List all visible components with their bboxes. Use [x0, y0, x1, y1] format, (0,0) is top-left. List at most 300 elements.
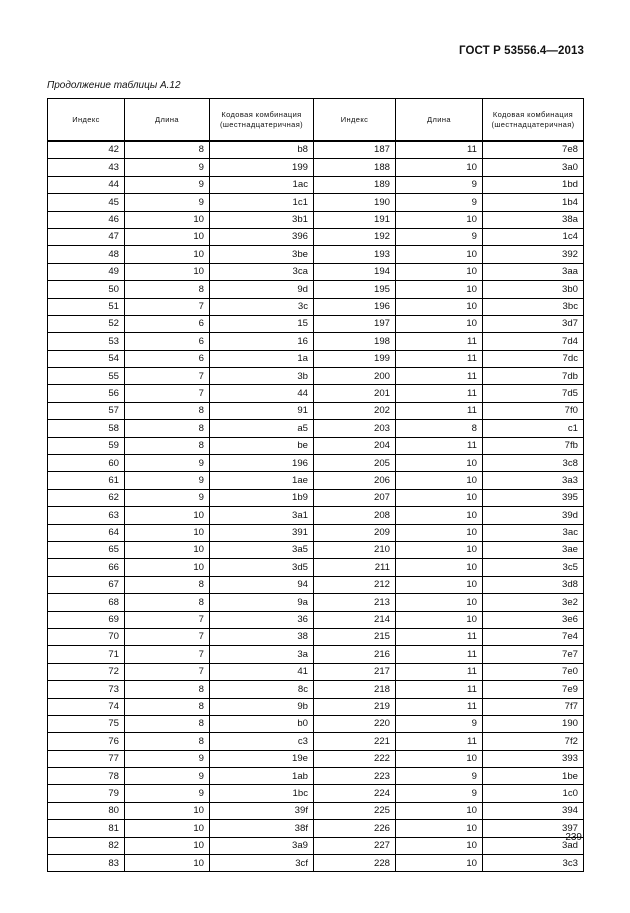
cell-index-1: 46 [48, 211, 125, 228]
cell-length-1: 10 [125, 507, 210, 524]
cell-index-1: 82 [48, 837, 125, 854]
cell-length-2: 10 [396, 750, 483, 767]
table-row [48, 785, 584, 802]
cell-index-1: 63 [48, 507, 125, 524]
cell-length-2: 10 [396, 507, 483, 524]
cell-code-2: 7f7 [483, 698, 584, 715]
cell-length-2: 11 [396, 646, 483, 663]
cell-index-2: 202 [314, 402, 396, 419]
cell-length-2: 11 [396, 402, 483, 419]
table-body [48, 141, 584, 872]
cell-index-2: 201 [314, 385, 396, 402]
table-row [48, 472, 584, 489]
cell-length-1: 8 [125, 281, 210, 298]
cell-code-2: 3e6 [483, 611, 584, 628]
cell-index-1: 69 [48, 611, 125, 628]
cell-length-1: 10 [125, 802, 210, 819]
cell-length-2: 10 [396, 594, 483, 611]
cell-index-2: 213 [314, 594, 396, 611]
cell-code-2: 1c4 [483, 228, 584, 245]
cell-index-2: 221 [314, 733, 396, 750]
cell-length-2: 9 [396, 228, 483, 245]
cell-index-1: 81 [48, 820, 125, 837]
cell-index-2: 193 [314, 246, 396, 263]
table-caption: Продолжение таблицы А.12 [47, 80, 181, 91]
cell-length-2: 11 [396, 437, 483, 454]
cell-length-1: 10 [125, 263, 210, 280]
cell-length-1: 9 [125, 159, 210, 176]
cell-index-1: 47 [48, 228, 125, 245]
cell-index-1: 80 [48, 802, 125, 819]
cell-index-2: 200 [314, 368, 396, 385]
cell-length-1: 8 [125, 698, 210, 715]
cell-length-2: 11 [396, 663, 483, 680]
cell-code-2: 395 [483, 489, 584, 506]
cell-code-2: 3c3 [483, 855, 584, 872]
cell-length-1: 9 [125, 785, 210, 802]
table-row [48, 176, 584, 193]
cell-code-1: 3b [210, 368, 314, 385]
cell-length-2: 9 [396, 176, 483, 193]
cell-code-1: 3c [210, 298, 314, 315]
cell-index-2: 218 [314, 681, 396, 698]
cell-code-2: 7f2 [483, 733, 584, 750]
cell-code-2: 1bd [483, 176, 584, 193]
cell-length-2: 8 [396, 420, 483, 437]
cell-length-1: 10 [125, 524, 210, 541]
table-row [48, 837, 584, 854]
cell-code-1: 3a5 [210, 541, 314, 558]
cell-code-1: 199 [210, 159, 314, 176]
cell-index-2: 198 [314, 333, 396, 350]
cell-length-1: 9 [125, 194, 210, 211]
cell-length-2: 10 [396, 802, 483, 819]
cell-index-2: 212 [314, 576, 396, 593]
table-row [48, 350, 584, 367]
cell-index-2: 203 [314, 420, 396, 437]
cell-length-1: 8 [125, 715, 210, 732]
page-number: 239 [565, 832, 582, 843]
cell-length-1: 9 [125, 768, 210, 785]
cell-code-2: 190 [483, 715, 584, 732]
cell-code-1: 391 [210, 524, 314, 541]
cell-code-2: 394 [483, 802, 584, 819]
cell-index-2: 222 [314, 750, 396, 767]
cell-code-1: b0 [210, 715, 314, 732]
cell-index-1: 60 [48, 455, 125, 472]
cell-index-2: 205 [314, 455, 396, 472]
cell-code-1: 19e [210, 750, 314, 767]
cell-index-2: 188 [314, 159, 396, 176]
cell-index-1: 72 [48, 663, 125, 680]
table-row [48, 611, 584, 628]
table-row [48, 541, 584, 558]
cell-length-2: 9 [396, 768, 483, 785]
table-row [48, 750, 584, 767]
cell-code-2: 38a [483, 211, 584, 228]
cell-code-2: c1 [483, 420, 584, 437]
table-row [48, 489, 584, 506]
cell-index-2: 206 [314, 472, 396, 489]
cell-index-2: 209 [314, 524, 396, 541]
cell-code-1: 3be [210, 246, 314, 263]
cell-length-2: 10 [396, 472, 483, 489]
cell-length-2: 11 [396, 681, 483, 698]
cell-code-2: 7e7 [483, 646, 584, 663]
header-length-2: Длина [396, 99, 483, 142]
cell-index-2: 187 [314, 141, 396, 159]
table-row [48, 211, 584, 228]
cell-code-1: c3 [210, 733, 314, 750]
cell-code-2: 1be [483, 768, 584, 785]
cell-index-1: 59 [48, 437, 125, 454]
cell-code-1: 3a [210, 646, 314, 663]
cell-length-2: 10 [396, 281, 483, 298]
table-row [48, 576, 584, 593]
cell-length-1: 10 [125, 246, 210, 263]
cell-length-2: 11 [396, 385, 483, 402]
cell-index-1: 45 [48, 194, 125, 211]
cell-code-2: 7d4 [483, 333, 584, 350]
cell-length-1: 7 [125, 628, 210, 645]
cell-code-2: 7d5 [483, 385, 584, 402]
header-index-1: Индекс [48, 99, 125, 142]
table-row [48, 281, 584, 298]
standard-code: ГОСТ Р 53556.4—2013 [459, 45, 584, 57]
cell-index-1: 70 [48, 628, 125, 645]
cell-length-1: 7 [125, 646, 210, 663]
cell-code-2: 7db [483, 368, 584, 385]
cell-index-1: 58 [48, 420, 125, 437]
cell-code-1: 9b [210, 698, 314, 715]
cell-index-1: 61 [48, 472, 125, 489]
cell-index-2: 196 [314, 298, 396, 315]
cell-code-1: 1bc [210, 785, 314, 802]
cell-index-1: 83 [48, 855, 125, 872]
cell-code-2: 3ac [483, 524, 584, 541]
table-row [48, 246, 584, 263]
cell-index-2: 197 [314, 315, 396, 332]
cell-code-1: 38 [210, 628, 314, 645]
cell-code-2: 7e4 [483, 628, 584, 645]
cell-index-2: 224 [314, 785, 396, 802]
table-row [48, 733, 584, 750]
cell-length-1: 9 [125, 455, 210, 472]
cell-code-2: 3b0 [483, 281, 584, 298]
cell-code-2: 3ad [483, 837, 584, 854]
cell-code-1: 196 [210, 455, 314, 472]
cell-code-1: 3b1 [210, 211, 314, 228]
cell-index-2: 220 [314, 715, 396, 732]
cell-length-1: 7 [125, 385, 210, 402]
cell-length-1: 7 [125, 368, 210, 385]
cell-length-1: 10 [125, 228, 210, 245]
cell-code-2: 3bc [483, 298, 584, 315]
cell-code-1: 1a [210, 350, 314, 367]
cell-code-2: 7dc [483, 350, 584, 367]
table-row [48, 368, 584, 385]
cell-length-2: 10 [396, 820, 483, 837]
cell-length-2: 11 [396, 368, 483, 385]
cell-length-2: 10 [396, 541, 483, 558]
cell-code-1: 1ae [210, 472, 314, 489]
cell-code-2: 3c8 [483, 455, 584, 472]
cell-code-1: 39f [210, 802, 314, 819]
cell-code-2: 3aa [483, 263, 584, 280]
cell-length-2: 10 [396, 298, 483, 315]
cell-code-2: 3ae [483, 541, 584, 558]
cell-index-1: 52 [48, 315, 125, 332]
cell-index-1: 54 [48, 350, 125, 367]
cell-index-2: 226 [314, 820, 396, 837]
code-table [47, 98, 584, 872]
cell-length-2: 11 [396, 628, 483, 645]
table-row [48, 141, 584, 159]
cell-index-1: 56 [48, 385, 125, 402]
table-row [48, 663, 584, 680]
cell-index-1: 62 [48, 489, 125, 506]
cell-code-2: 7f0 [483, 402, 584, 419]
cell-index-2: 227 [314, 837, 396, 854]
cell-length-2: 11 [396, 733, 483, 750]
cell-code-2: 3a0 [483, 159, 584, 176]
table-row [48, 385, 584, 402]
cell-index-2: 194 [314, 263, 396, 280]
header-code-2: Кодовая комбинация (шестнадцатеричная) [483, 99, 584, 142]
cell-code-1: 16 [210, 333, 314, 350]
table-row [48, 524, 584, 541]
cell-index-1: 73 [48, 681, 125, 698]
cell-length-1: 6 [125, 315, 210, 332]
cell-code-1: 3d5 [210, 559, 314, 576]
cell-index-1: 49 [48, 263, 125, 280]
cell-index-2: 225 [314, 802, 396, 819]
header-index-2: Индекс [314, 99, 396, 142]
cell-code-1: 1ac [210, 176, 314, 193]
cell-code-2: 7e8 [483, 141, 584, 159]
cell-code-1: 396 [210, 228, 314, 245]
table-row [48, 594, 584, 611]
cell-index-1: 71 [48, 646, 125, 663]
header-length-1: Длина [125, 99, 210, 142]
cell-code-1: 9d [210, 281, 314, 298]
cell-length-1: 7 [125, 663, 210, 680]
cell-length-2: 11 [396, 698, 483, 715]
cell-index-1: 65 [48, 541, 125, 558]
cell-index-2: 195 [314, 281, 396, 298]
cell-index-1: 64 [48, 524, 125, 541]
cell-length-1: 8 [125, 402, 210, 419]
cell-length-1: 9 [125, 472, 210, 489]
cell-code-1: 1b9 [210, 489, 314, 506]
cell-code-2: 39d [483, 507, 584, 524]
cell-index-2: 223 [314, 768, 396, 785]
table-row [48, 820, 584, 837]
cell-length-1: 10 [125, 855, 210, 872]
cell-length-1: 10 [125, 820, 210, 837]
cell-length-1: 8 [125, 437, 210, 454]
cell-index-1: 74 [48, 698, 125, 715]
cell-index-2: 190 [314, 194, 396, 211]
cell-length-2: 10 [396, 524, 483, 541]
cell-length-2: 9 [396, 194, 483, 211]
cell-index-1: 79 [48, 785, 125, 802]
cell-index-2: 208 [314, 507, 396, 524]
cell-code-1: 38f [210, 820, 314, 837]
cell-length-2: 10 [396, 455, 483, 472]
table-row [48, 333, 584, 350]
cell-length-1: 8 [125, 141, 210, 159]
cell-index-2: 199 [314, 350, 396, 367]
cell-index-2: 211 [314, 559, 396, 576]
cell-code-2: 7e0 [483, 663, 584, 680]
cell-index-1: 53 [48, 333, 125, 350]
cell-index-1: 77 [48, 750, 125, 767]
cell-length-2: 11 [396, 333, 483, 350]
table-row [48, 159, 584, 176]
table-row [48, 437, 584, 454]
cell-code-2: 397 [483, 820, 584, 837]
cell-length-2: 10 [396, 211, 483, 228]
cell-code-1: 3ca [210, 263, 314, 280]
cell-index-2: 189 [314, 176, 396, 193]
cell-code-2: 3e2 [483, 594, 584, 611]
cell-length-1: 9 [125, 750, 210, 767]
cell-code-1: 1c1 [210, 194, 314, 211]
cell-length-1: 10 [125, 211, 210, 228]
table-row [48, 698, 584, 715]
cell-code-1: 3a1 [210, 507, 314, 524]
cell-index-2: 214 [314, 611, 396, 628]
table-row [48, 420, 584, 437]
cell-index-1: 51 [48, 298, 125, 315]
cell-index-1: 43 [48, 159, 125, 176]
cell-index-1: 76 [48, 733, 125, 750]
cell-length-2: 10 [396, 576, 483, 593]
cell-length-1: 10 [125, 837, 210, 854]
cell-index-1: 44 [48, 176, 125, 193]
cell-code-1: 1ab [210, 768, 314, 785]
cell-index-1: 68 [48, 594, 125, 611]
table-row [48, 402, 584, 419]
cell-length-1: 10 [125, 559, 210, 576]
cell-length-1: 7 [125, 611, 210, 628]
cell-length-1: 8 [125, 594, 210, 611]
cell-index-2: 216 [314, 646, 396, 663]
cell-length-2: 10 [396, 611, 483, 628]
table-row [48, 646, 584, 663]
cell-length-2: 10 [396, 855, 483, 872]
table-row [48, 194, 584, 211]
cell-index-2: 191 [314, 211, 396, 228]
cell-code-1: 15 [210, 315, 314, 332]
table-row [48, 855, 584, 872]
table-row [48, 298, 584, 315]
cell-code-1: 41 [210, 663, 314, 680]
table-row [48, 315, 584, 332]
cell-index-1: 57 [48, 402, 125, 419]
cell-code-1: 3a9 [210, 837, 314, 854]
table-row [48, 228, 584, 245]
cell-index-2: 215 [314, 628, 396, 645]
table-row [48, 768, 584, 785]
cell-code-1: b8 [210, 141, 314, 159]
cell-index-2: 204 [314, 437, 396, 454]
cell-code-2: 3c5 [483, 559, 584, 576]
cell-code-1: 9a [210, 594, 314, 611]
table-header-row [48, 99, 584, 142]
cell-index-2: 217 [314, 663, 396, 680]
header-code-1: Кодовая комбинация (шестнадцатеричная) [210, 99, 314, 142]
cell-index-2: 210 [314, 541, 396, 558]
cell-code-2: 1c0 [483, 785, 584, 802]
cell-code-2: 3a3 [483, 472, 584, 489]
cell-code-2: 7fb [483, 437, 584, 454]
table-row [48, 715, 584, 732]
cell-length-2: 9 [396, 785, 483, 802]
cell-code-1: be [210, 437, 314, 454]
cell-code-2: 3d8 [483, 576, 584, 593]
cell-index-1: 55 [48, 368, 125, 385]
cell-length-1: 6 [125, 333, 210, 350]
cell-code-2: 3d7 [483, 315, 584, 332]
cell-code-1: 3cf [210, 855, 314, 872]
cell-length-1: 6 [125, 350, 210, 367]
cell-index-1: 75 [48, 715, 125, 732]
cell-code-2: 392 [483, 246, 584, 263]
cell-length-1: 9 [125, 176, 210, 193]
cell-length-1: 10 [125, 541, 210, 558]
cell-length-2: 10 [396, 246, 483, 263]
table-row [48, 559, 584, 576]
cell-length-1: 7 [125, 298, 210, 315]
cell-code-2: 7e9 [483, 681, 584, 698]
cell-length-2: 10 [396, 315, 483, 332]
cell-code-1: a5 [210, 420, 314, 437]
cell-index-2: 207 [314, 489, 396, 506]
table-row [48, 628, 584, 645]
cell-index-1: 78 [48, 768, 125, 785]
table-row [48, 681, 584, 698]
table-row [48, 507, 584, 524]
cell-length-2: 10 [396, 489, 483, 506]
table-row [48, 263, 584, 280]
cell-index-1: 67 [48, 576, 125, 593]
cell-index-1: 48 [48, 246, 125, 263]
cell-code-1: 8c [210, 681, 314, 698]
cell-index-2: 192 [314, 228, 396, 245]
cell-code-1: 36 [210, 611, 314, 628]
cell-index-1: 66 [48, 559, 125, 576]
cell-code-2: 393 [483, 750, 584, 767]
cell-code-1: 44 [210, 385, 314, 402]
cell-length-2: 10 [396, 263, 483, 280]
cell-index-2: 219 [314, 698, 396, 715]
cell-index-1: 50 [48, 281, 125, 298]
cell-length-2: 11 [396, 350, 483, 367]
table-row [48, 802, 584, 819]
cell-code-1: 91 [210, 402, 314, 419]
cell-code-1: 94 [210, 576, 314, 593]
cell-length-1: 8 [125, 681, 210, 698]
cell-length-2: 10 [396, 837, 483, 854]
cell-length-1: 8 [125, 733, 210, 750]
cell-index-2: 228 [314, 855, 396, 872]
cell-length-2: 10 [396, 559, 483, 576]
cell-length-2: 9 [396, 715, 483, 732]
cell-length-1: 9 [125, 489, 210, 506]
cell-length-1: 8 [125, 576, 210, 593]
